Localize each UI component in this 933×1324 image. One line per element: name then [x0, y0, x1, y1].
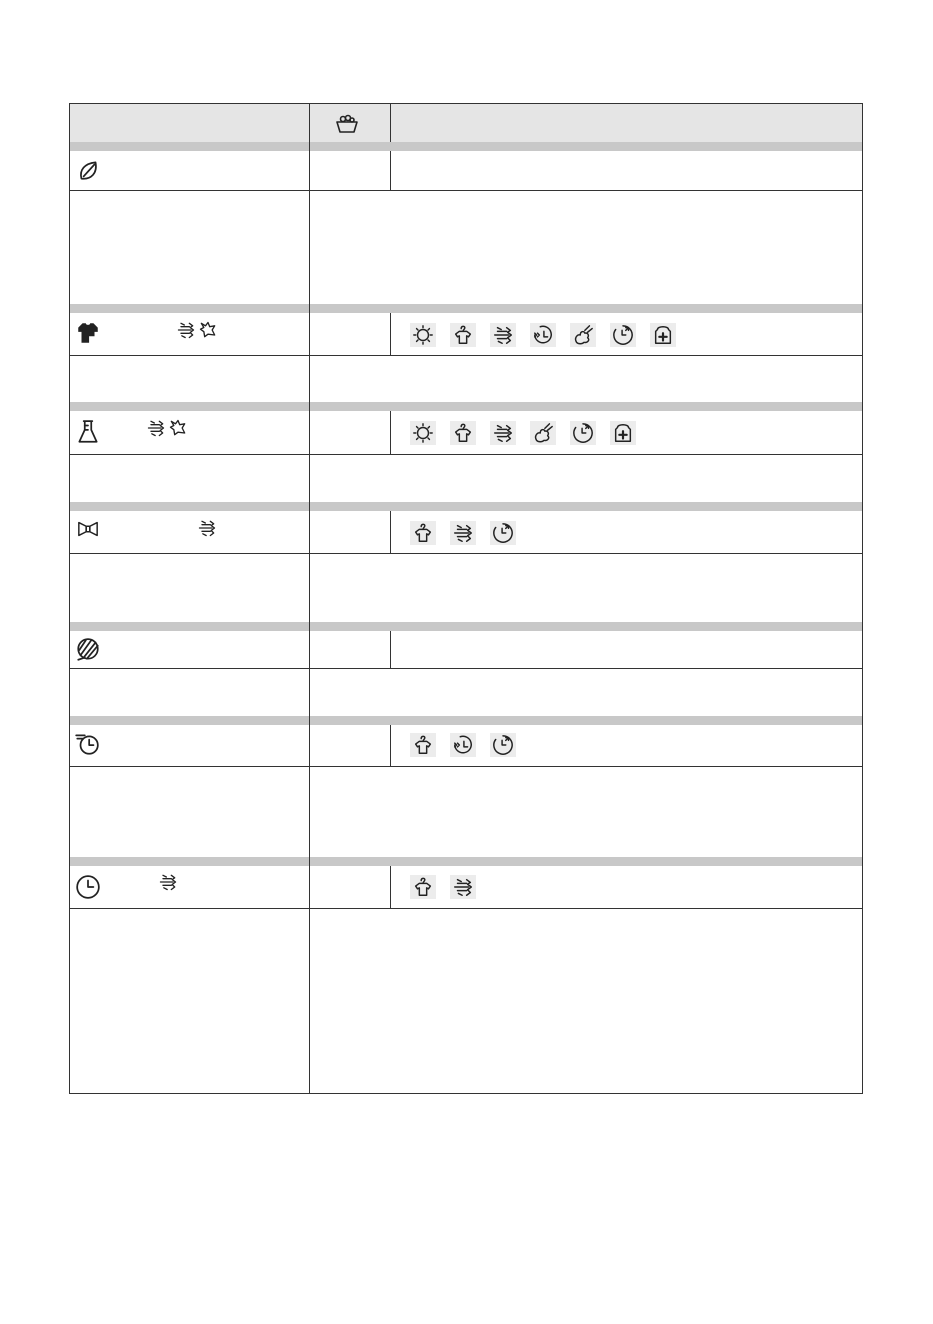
- time-saving-icon: [452, 734, 474, 756]
- tshirt-icon: [75, 320, 101, 346]
- row-band: [70, 142, 862, 151]
- steam-icon: [146, 418, 166, 438]
- beaker-icon: [75, 418, 101, 446]
- row-band: [70, 304, 862, 313]
- option-steam: [490, 323, 516, 347]
- row-band: [70, 857, 862, 866]
- delay-start-icon: [492, 522, 514, 544]
- option-delay-start: [570, 421, 596, 445]
- option-steam: [450, 521, 476, 545]
- option-rinse-hold: [410, 875, 436, 899]
- rinse-hold-icon: [412, 734, 434, 756]
- option-rinse-hold: [450, 323, 476, 347]
- wool-ball-icon: [75, 637, 101, 663]
- steam-icon: [158, 872, 178, 892]
- steam-icon: [492, 324, 514, 346]
- quick-clock-icon: [74, 731, 100, 757]
- stain-icon: [532, 422, 554, 444]
- delay-start-icon: [612, 324, 634, 346]
- steam-icon: [176, 320, 196, 340]
- table-header: [70, 104, 862, 142]
- option-extra-rinse: [610, 421, 636, 445]
- clock-icon: [75, 874, 101, 900]
- option-temperature: [410, 323, 436, 347]
- option-time-saving: [530, 323, 556, 347]
- steam-icon: [452, 876, 474, 898]
- steam-icon: [197, 518, 217, 538]
- option-stain: [530, 421, 556, 445]
- rinse-hold-icon: [452, 324, 474, 346]
- steam-icon: [452, 522, 474, 544]
- extra-rinse-icon: [652, 324, 674, 346]
- rinse-hold-icon: [412, 522, 434, 544]
- row-band: [70, 622, 862, 631]
- option-time-saving: [450, 733, 476, 757]
- delay-start-icon: [572, 422, 594, 444]
- option-temperature: [410, 421, 436, 445]
- option-delay-start: [610, 323, 636, 347]
- option-extra-rinse: [650, 323, 676, 347]
- option-rinse-hold: [410, 521, 436, 545]
- temperature-icon: [412, 324, 434, 346]
- extra-rinse-icon: [612, 422, 634, 444]
- anti-crease-icon: [198, 320, 218, 340]
- rinse-hold-icon: [412, 876, 434, 898]
- delay-start-icon: [492, 734, 514, 756]
- row-band: [70, 716, 862, 725]
- time-saving-icon: [532, 324, 554, 346]
- option-steam: [450, 875, 476, 899]
- row-band: [70, 402, 862, 411]
- option-steam: [490, 421, 516, 445]
- rinse-hold-icon: [452, 422, 474, 444]
- option-delay-start: [490, 521, 516, 545]
- leaf-icon: [76, 158, 102, 184]
- row-band: [70, 502, 862, 511]
- bow-icon: [75, 518, 101, 540]
- programme-table: [69, 103, 863, 1094]
- stain-icon: [572, 324, 594, 346]
- option-rinse-hold: [450, 421, 476, 445]
- steam-icon: [492, 422, 514, 444]
- laundry-basket-icon: [334, 112, 360, 136]
- temperature-icon: [412, 422, 434, 444]
- option-delay-start: [490, 733, 516, 757]
- option-rinse-hold: [410, 733, 436, 757]
- anti-crease-icon: [168, 418, 188, 438]
- option-stain: [570, 323, 596, 347]
